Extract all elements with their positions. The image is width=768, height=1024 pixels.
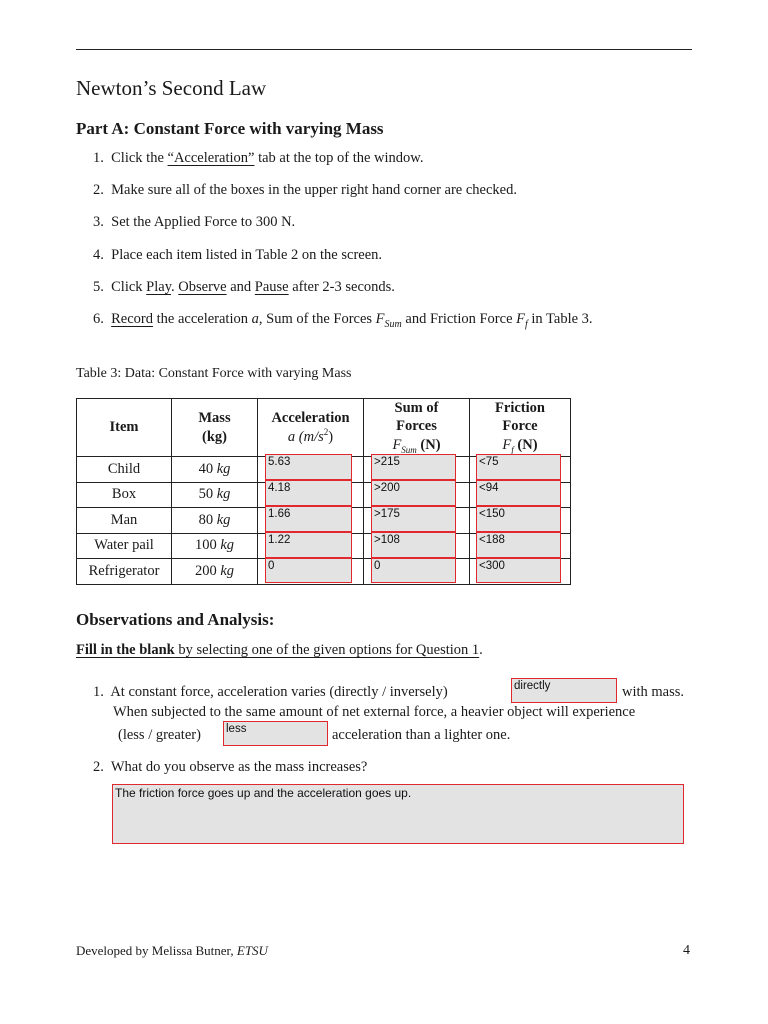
step-1: 1. Click the “Acceleration” tab at the top of the window. <box>93 150 424 166</box>
sum-forces-field-water-pail[interactable]: >108 <box>371 532 456 558</box>
friction-field-man[interactable]: <150 <box>476 506 561 532</box>
question-2: 2. What do you observe as the mass increases? <box>93 759 368 775</box>
page-title: Newton’s Second Law <box>76 76 267 100</box>
table-caption: Table 3: Data: Constant Force with varying Mass <box>76 366 352 381</box>
table-header-row <box>77 399 571 457</box>
acceleration-field-water-pail[interactable]: 1.22 <box>265 532 352 558</box>
play-link: Play <box>146 279 172 295</box>
page-number: 4 <box>683 943 690 958</box>
step-4: 4. Place each item listed in Table 2 on the screen. <box>93 247 383 263</box>
answer-2-field[interactable]: less <box>223 721 328 746</box>
acceleration-field-man[interactable]: 1.66 <box>265 506 352 532</box>
answer-1-field[interactable]: directly <box>511 678 617 703</box>
acceleration-tab-link[interactable]: “Acceleration” <box>167 150 255 166</box>
footer-credit: Developed by Melissa Butner, ETSU <box>76 943 268 958</box>
sum-forces-field-man[interactable]: >175 <box>371 506 456 532</box>
question-1-line-1: 1. At constant force, acceleration varies (directly / inversely) <box>93 684 448 700</box>
question-1-line-3: acceleration than a lighter one. <box>332 727 511 743</box>
cell-item: Man <box>77 508 172 534</box>
header-rule <box>76 49 692 50</box>
step-2: 2. Make sure all of the boxes in the upper right hand corner are checked. <box>93 182 517 198</box>
cell-mass: 40 kg <box>172 457 258 483</box>
sum-forces-field-box[interactable]: >200 <box>371 480 456 506</box>
cell-item: Box <box>77 482 172 508</box>
question-1-suffix: with mass. <box>622 684 685 700</box>
acceleration-field-child[interactable]: 5.63 <box>265 454 352 480</box>
acceleration-field-refrigerator[interactable]: 0 <box>265 558 352 583</box>
cell-mass: 80 kg <box>172 508 258 534</box>
pause-link: Pause <box>254 279 289 295</box>
cell-item: Refrigerator <box>77 559 172 585</box>
header-friction-force: Friction Force $F_f$ (N) <box>470 399 571 457</box>
friction-field-box[interactable]: <94 <box>476 480 561 506</box>
cell-item: Water pail <box>77 533 172 559</box>
step-5: 5. Click Play. Observe and Pause after 2-3 seconds. <box>93 279 395 295</box>
observe-link: Observe <box>178 279 227 295</box>
observation-answer-field[interactable]: The friction force goes up and the acceleration goes up. <box>112 784 684 844</box>
acceleration-field-box[interactable]: 4.18 <box>265 480 352 506</box>
cell-item: Child <box>77 457 172 483</box>
step-3: 3. Set the Applied Force to 300 N. <box>93 214 296 230</box>
friction-field-water-pail[interactable]: <188 <box>476 532 561 558</box>
header-sum-of-forces: Sum of Forces $F_{Sum}$ (N) <box>364 399 470 457</box>
question-1-line-2: When subjected to the same amount of net external force, a heavier object will experience <box>113 704 636 720</box>
cell-mass: 50 kg <box>172 482 258 508</box>
sum-forces-field-child[interactable]: >215 <box>371 454 456 480</box>
cell-mass: 200 kg <box>172 559 258 585</box>
fill-in-instruction: Fill in the blank by selecting one of the given options for Question 1. <box>76 642 483 658</box>
header-mass: Mass (kg) <box>172 399 258 457</box>
observations-title: Observations and Analysis: <box>76 610 275 629</box>
header-acceleration: Acceleration a $(m/s^2)$ <box>258 399 364 457</box>
part-a-title: Part A: Constant Force with varying Mass <box>76 119 384 138</box>
step-6: 6. Record the acceleration a, Sum of the Forces $F_{Sum}$ and Friction Force $F_f$ in Table 3. <box>93 311 593 330</box>
question-1-options: (less / greater) <box>118 727 201 743</box>
header-item: Item <box>77 399 172 457</box>
friction-field-refrigerator[interactable]: <300 <box>476 558 561 583</box>
friction-field-child[interactable]: <75 <box>476 454 561 480</box>
sum-forces-field-refrigerator[interactable]: 0 <box>371 558 456 583</box>
record-link: Record <box>111 311 153 327</box>
cell-mass: 100 kg <box>172 533 258 559</box>
